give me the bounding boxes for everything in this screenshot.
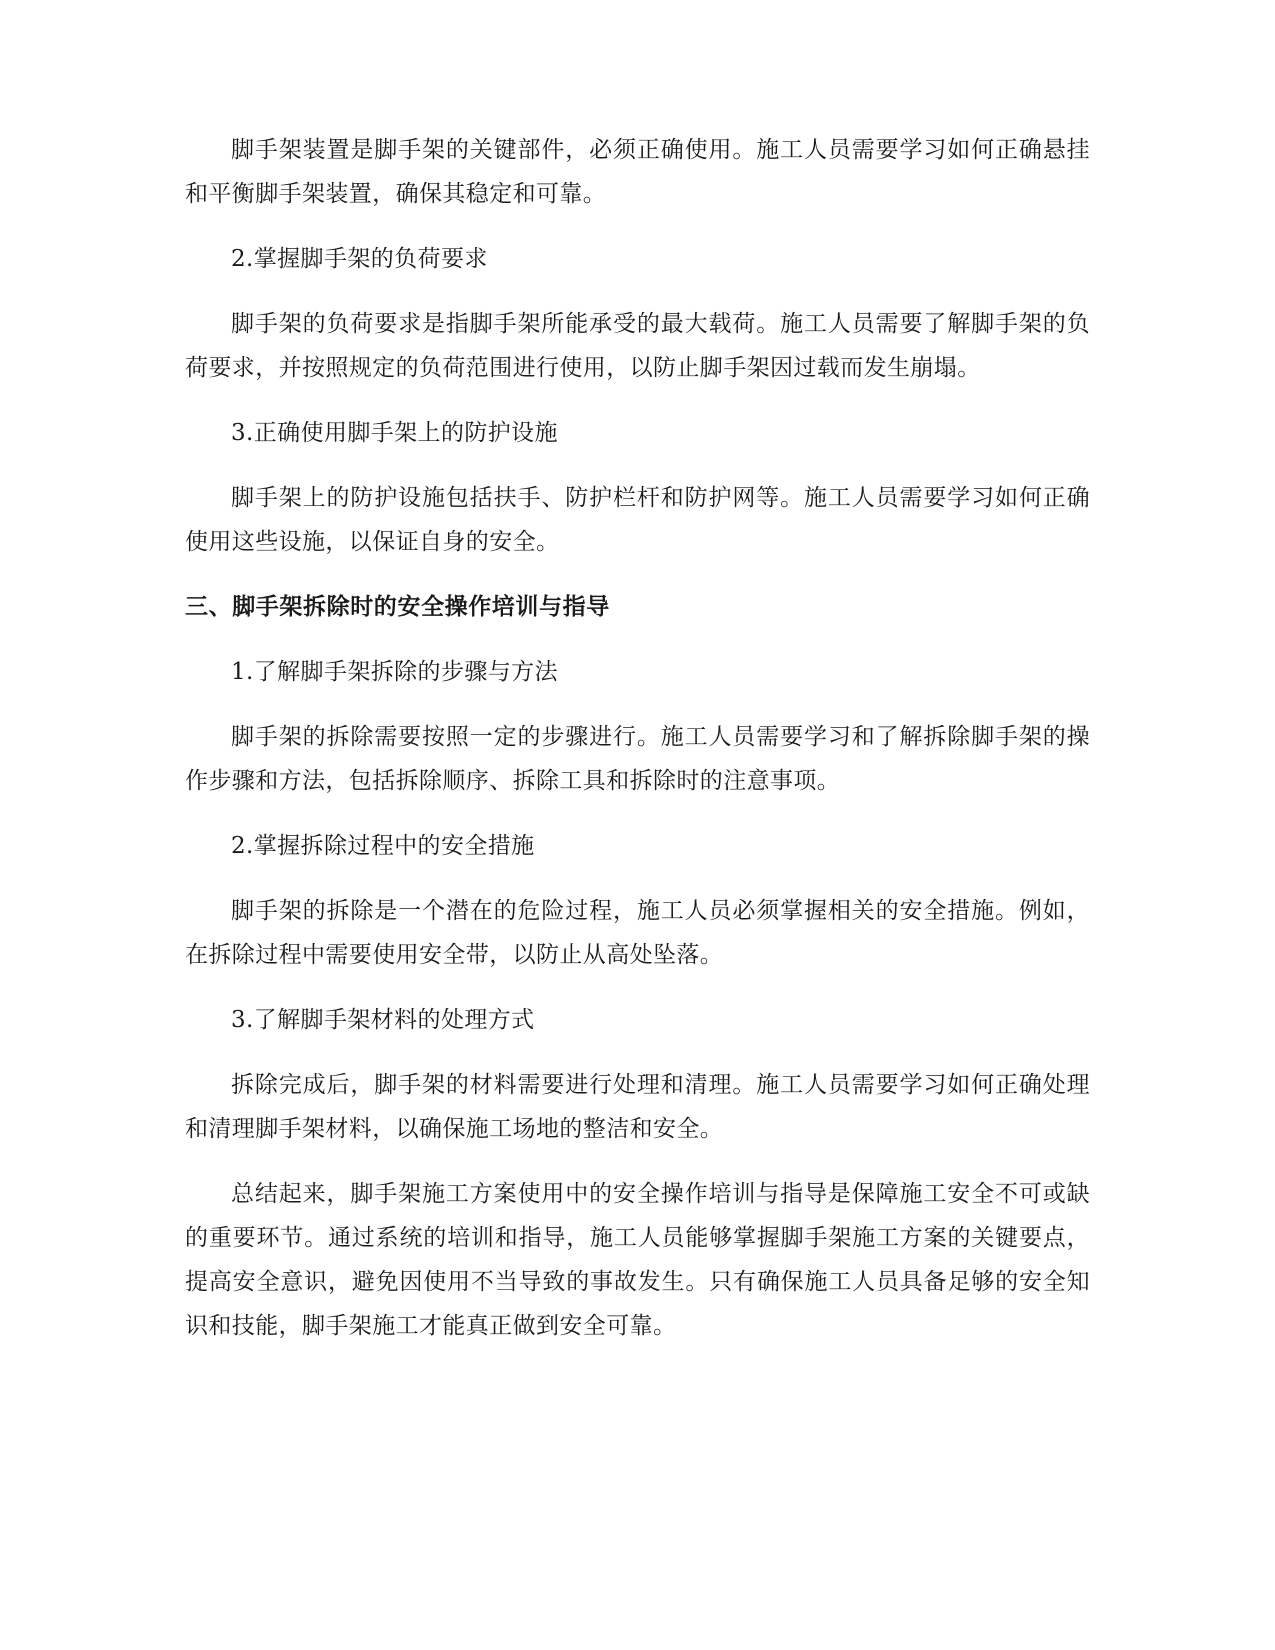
paragraph: 脚手架装置是脚手架的关键部件，必须正确使用。施工人员需要学习如何正确悬挂和平衡脚手架装置，确保其稳定和可靠。 bbox=[185, 137, 1090, 207]
conclusion-paragraph: 总结起来，脚手架施工方案使用中的安全操作培训与指导是保障施工安全不可或缺的重要环节。通过系统的培训和指导，施工人员能够掌握脚手架施工方案的关键要点，提高安全意识，避免因使用不当导致的事故发生。只有确保施工人员具备足够的安全知识和技能，脚手架施工才能真正做到安全可靠。 bbox=[185, 1181, 1090, 1339]
subheading: 2.掌握脚手架的负荷要求 bbox=[231, 246, 488, 272]
subheading: 3.正确使用脚手架上的防护设施 bbox=[231, 420, 558, 446]
section-heading: 三、脚手架拆除时的安全操作培训与指导 bbox=[185, 594, 610, 620]
paragraph: 脚手架的负荷要求是指脚手架所能承受的最大载荷。施工人员需要了解脚手架的负荷要求，并按照规定的负荷范围进行使用，以防止脚手架因过载而发生崩塌。 bbox=[185, 311, 1090, 381]
subheading: 3.了解脚手架材料的处理方式 bbox=[231, 1007, 535, 1033]
subheading: 2.掌握拆除过程中的安全措施 bbox=[231, 833, 535, 859]
paragraph: 脚手架上的防护设施包括扶手、防护栏杆和防护网等。施工人员需要学习如何正确使用这些设施，以保证自身的安全。 bbox=[185, 485, 1090, 555]
paragraph: 脚手架的拆除需要按照一定的步骤进行。施工人员需要学习和了解拆除脚手架的操作步骤和方法，包括拆除顺序、拆除工具和拆除时的注意事项。 bbox=[185, 724, 1090, 794]
subheading: 1.了解脚手架拆除的步骤与方法 bbox=[231, 659, 558, 685]
document-page bbox=[185, 128, 1090, 1369]
paragraph: 拆除完成后，脚手架的材料需要进行处理和清理。施工人员需要学习如何正确处理和清理脚手架材料，以确保施工场地的整洁和安全。 bbox=[185, 1072, 1090, 1142]
paragraph: 脚手架的拆除是一个潜在的危险过程，施工人员必须掌握相关的安全措施。例如，在拆除过程中需要使用安全带，以防止从高处坠落。 bbox=[185, 898, 1090, 968]
